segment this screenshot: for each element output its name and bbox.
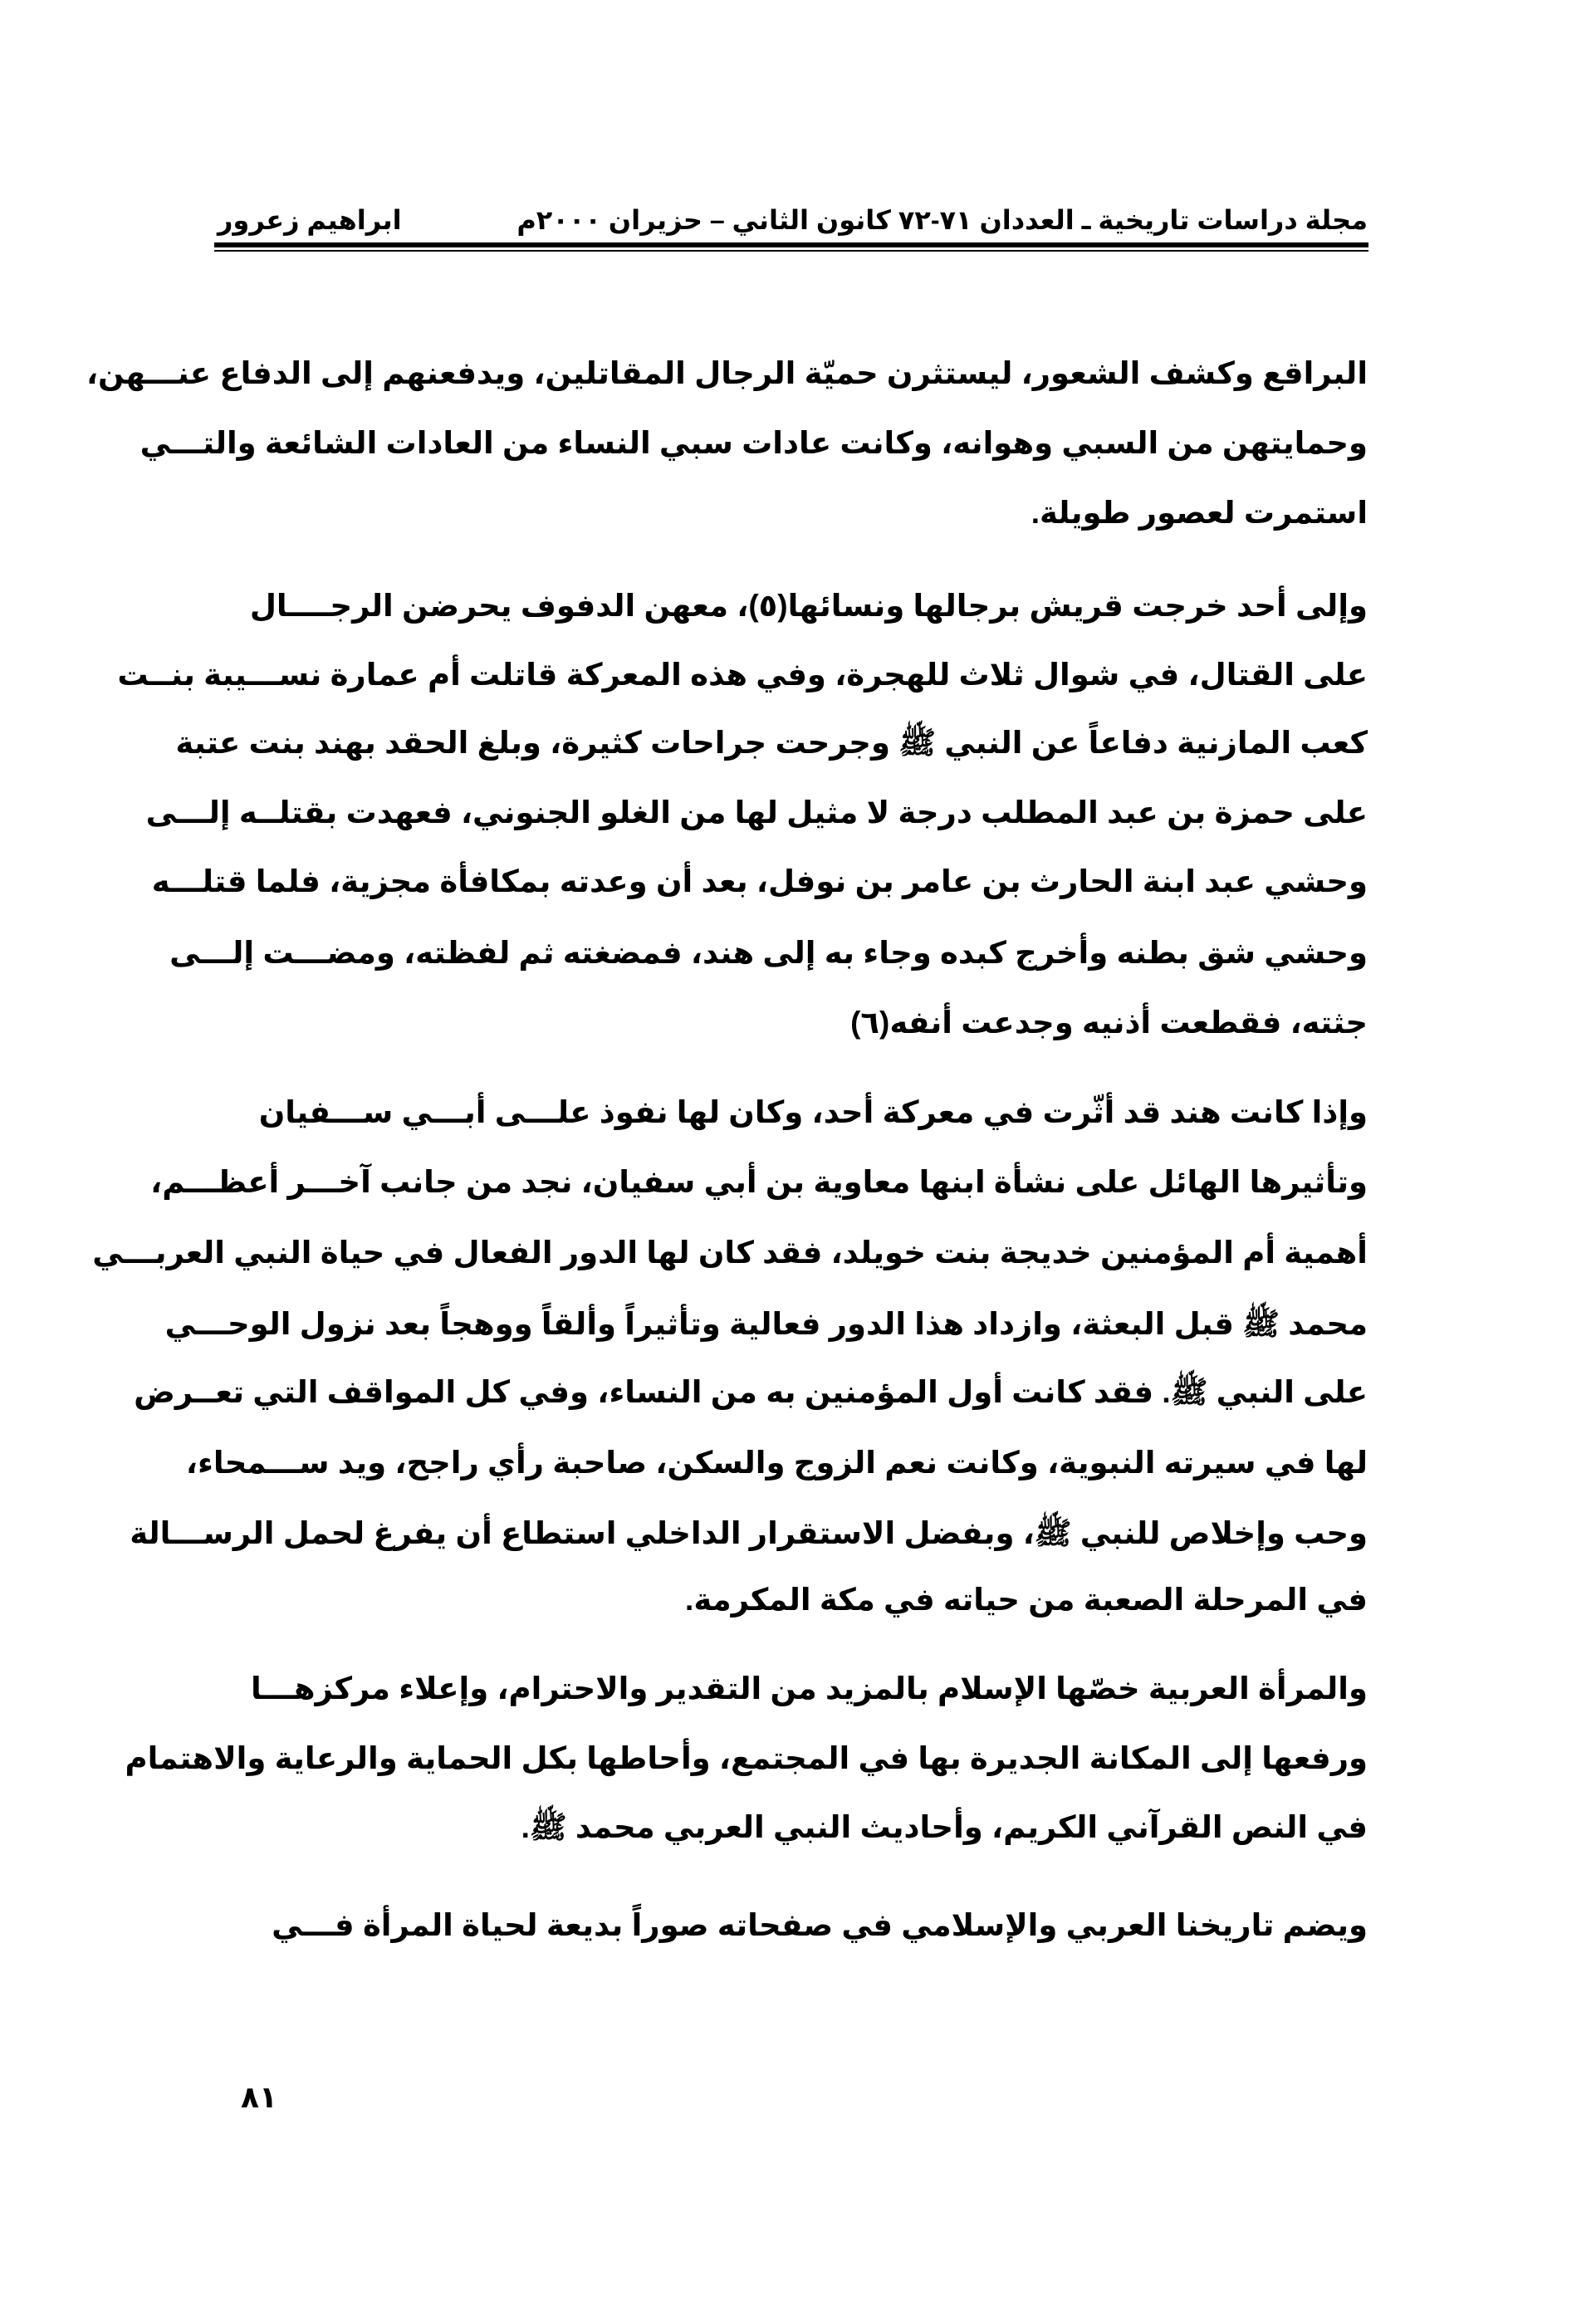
paragraph-3-line: في المرحلة الصعبة من حياته في مكة المكرمة. xyxy=(685,1583,1368,1617)
paragraph-3-line: وتأثيرها الهائل على نشأة ابنها معاوية بن أبي سفيان، نجد من جانب آخـــر أعظـــم، xyxy=(150,1165,1368,1199)
paragraph-3-line: وحب وإخلاص للنبي ﷺ، وبفضل الاستقرار الداخلي استطاع أن يفرغ لحمل الرســـالة xyxy=(130,1516,1368,1550)
paragraph-2-line: وحشي عبد ابنة الحارث بن عامر بن نوفل، بعد أن وعدته بمكافأة مجزية، فلما قتلـــه xyxy=(151,864,1368,898)
paragraph-4-line: ورفعها إلى المكانة الجديرة بها في المجتمع، وأحاطها بكل الحماية والرعاية والاهتمام xyxy=(125,1741,1368,1775)
paragraph-3-line: على النبي ﷺ. فقد كانت أول المؤمنين به من النساء، وفي كل المواقف التي تعــرض xyxy=(134,1375,1368,1409)
paragraph-3-line: وإذا كانت هند قد أثّرت في معركة أحد، وكان لها نفوذ علـــى أبـــي ســـفيان xyxy=(258,1095,1368,1129)
paragraph-2-line: وإلى أحد خرجت قريش برجالها ونسائها(٥)، معهن الدفوف يحرضن الرجــــال xyxy=(249,589,1368,623)
paragraph-2-line: وحشي شق بطنه وأخرج كبده وجاء به إلى هند، فمضغته ثم لفظته، ومضـــت إلـــى xyxy=(169,936,1368,970)
header-rule-thick xyxy=(214,242,1368,247)
paragraph-4-line: في النص القرآني الكريم، وأحاديث النبي العربي محمد ﷺ. xyxy=(521,1810,1368,1844)
header-rule-thin xyxy=(214,250,1368,252)
paragraph-1-line: وحمايتهن من السبي وهوانه، وكانت عادات سبي النساء من العادات الشائعة والتـــي xyxy=(140,426,1368,460)
paragraph-4-line: والمرأة العربية خصّها الإسلام بالمزيد من التقدير والاحترام، وإعلاء مركزهـــا xyxy=(251,1671,1368,1706)
paragraph-2-line: جثته، فقطعت أذنيه وجدعت أنفه(٦) xyxy=(850,1006,1368,1040)
paragraph-5-line: ويضم تاريخنا العربي والإسلامي في صفحاته صوراً بديعة لحياة المرأة فـــي xyxy=(272,1908,1368,1942)
paragraph-3-line: لها في سيرته النبوية، وكانت نعم الزوج والسكن، صاحبة رأي راجح، ويد ســـمحاء، xyxy=(185,1446,1368,1480)
running-header-author: ابراهيم زعرور xyxy=(218,205,402,235)
paragraph-3-line: أهمية أم المؤمنين خديجة بنت خويلد، فقد كان لها الدور الفعال في حياة النبي العربـــي xyxy=(92,1236,1368,1270)
paragraph-2-line: على القتال، في شوال ثلاث للهجرة، وفي هذه المعركة قاتلت أم عمارة نســـيبة بنــت xyxy=(117,658,1368,692)
running-header-journal: مجلة دراسات تاريخية ـ العددان ٧١-٧٢ كانون الثاني – حزيران ٢٠٠٠م xyxy=(516,205,1368,235)
paragraph-1-line: البراقع وكشف الشعور، ليستثرن حميّة الرجال المقاتلين، ويدفعنهم إلى الدفاع عنـــهن، xyxy=(86,356,1368,390)
paragraph-2-line: كعب المازنية دفاعاً عن النبي ﷺ وجرحت جراحات كثيرة، وبلغ الحقد بهند بنت عتبة xyxy=(175,726,1368,760)
paragraph-1-line: استمرت لعصور طويلة. xyxy=(1031,496,1368,530)
paragraph-2-line: على حمزة بن عبد المطلب درجة لا مثيل لها من الغلو الجنوني، فعهدت بقتلــه إلـــى xyxy=(145,795,1368,830)
page-number: ٨١ xyxy=(241,2080,277,2114)
paragraph-3-line: محمد ﷺ قبل البعثة، وازداد هذا الدور فعالية وتأثيراً وألقاً ووهجاً بعد نزول الوحـــي xyxy=(164,1307,1368,1341)
